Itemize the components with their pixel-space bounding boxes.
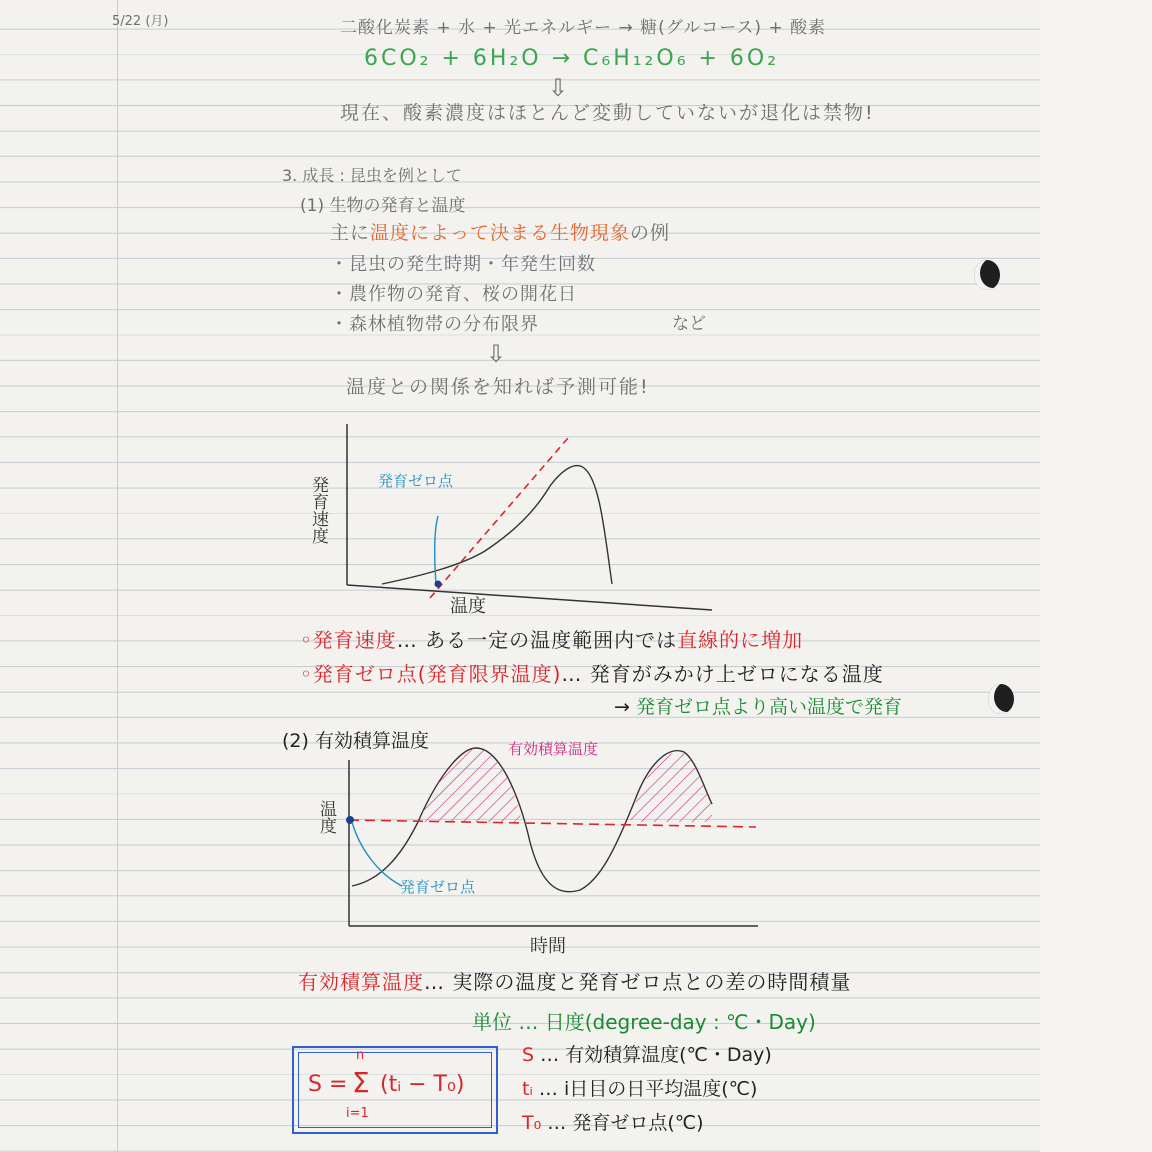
definition-line-2 xyxy=(300,662,884,686)
bullet-item: ・昆虫の発生時期・年発生回数 xyxy=(330,254,596,275)
legend-row xyxy=(522,1112,703,1135)
sum-upper: n xyxy=(356,1048,365,1063)
zero-point-marker xyxy=(435,581,442,588)
sum-lower: i=1 xyxy=(346,1106,369,1121)
formula-box xyxy=(292,1046,498,1134)
legend-symbol: tᵢ xyxy=(522,1078,533,1100)
x-axis xyxy=(347,585,712,610)
legend-symbol: T₀ xyxy=(522,1112,542,1134)
bullet-dot: ◦ xyxy=(300,662,313,686)
legend-text: … 有効積算温度(℃・Day) xyxy=(540,1044,772,1066)
bullet-item: ・森林植物帯の分布限界 xyxy=(330,314,539,335)
unit-line: 単位 … 日度(degree-day : ℃・Day) xyxy=(472,1010,816,1034)
definition-note xyxy=(614,696,902,719)
etc-label: など xyxy=(672,314,706,334)
legend-row xyxy=(522,1044,772,1067)
sigma-symbol: Σ xyxy=(352,1066,370,1099)
binder-hole xyxy=(974,260,1000,290)
oxygen-remark: 現在、酸素濃度はほとんど変動していないが退化は禁物! xyxy=(340,102,875,124)
legend-text: … i日目の日平均温度(℃) xyxy=(538,1078,758,1100)
hatch-label: 有効積算温度 xyxy=(508,740,599,758)
binder-hole xyxy=(988,684,1014,714)
intro-text-1: 主に xyxy=(330,222,371,244)
term-development-rate: 発育速度 xyxy=(312,628,397,652)
term-zero-point: 発育ゼロ点(発育限界温度) xyxy=(312,662,562,686)
legend-text: … 発育ゼロ点(℃) xyxy=(547,1112,704,1134)
x-axis-label: 温度 xyxy=(450,596,486,616)
intro-text-2: の例 xyxy=(630,222,671,244)
tangent-line xyxy=(430,438,568,598)
def1-highlight: 直線的に増加 xyxy=(677,628,804,652)
subsection-heading-1: (1) 生物の発育と温度 xyxy=(300,196,466,216)
hatch-area-1 xyxy=(418,748,522,822)
definition-line-3 xyxy=(298,970,851,994)
def1-text: … ある一定の温度範囲内では xyxy=(396,628,678,652)
right-arrow-icon: → xyxy=(614,696,630,718)
date-label: 5/22 (月) xyxy=(112,14,169,29)
hatch-area-2 xyxy=(630,752,712,822)
def2-text: … 発育がみかけ上ゼロになる温度 xyxy=(561,662,884,686)
zero-point-label: 発育ゼロ点 xyxy=(400,878,476,896)
formula-lhs: S = xyxy=(308,1072,348,1097)
y-axis-label: 温度 xyxy=(316,800,336,834)
development-rate-graph xyxy=(300,416,730,616)
legend-row xyxy=(522,1078,757,1101)
formula-body: (tᵢ − T₀) xyxy=(380,1072,465,1097)
zero-point-pointer xyxy=(352,822,402,886)
hatch-region xyxy=(418,748,712,822)
margin-line xyxy=(117,0,118,1152)
background-edge xyxy=(1040,0,1152,1152)
note-text: 発育ゼロ点より高い温度で発育 xyxy=(635,696,902,718)
down-arrow-icon: ⇩ xyxy=(548,74,569,102)
intro-line xyxy=(330,222,670,245)
x-axis-label: 時間 xyxy=(530,936,566,957)
term-effective-temp: 有効積算温度 xyxy=(298,970,424,994)
bullet-item: ・農作物の発育、桜の開花日 xyxy=(330,284,577,305)
chemical-equation: 6CO₂ + 6H₂O → C₆H₁₂O₆ + 6O₂ xyxy=(364,46,780,71)
def3-text: … 実際の温度と発育ゼロ点との差の時間積量 xyxy=(424,970,852,994)
intro-highlight: 温度によって決まる生物現象 xyxy=(370,222,631,244)
definition-line-1 xyxy=(300,628,803,652)
legend-symbol: S xyxy=(522,1044,535,1066)
y-axis-label: 発育速度 xyxy=(308,476,328,544)
down-arrow-icon: ⇩ xyxy=(486,340,507,368)
zero-point-pointer xyxy=(435,516,438,584)
effective-temperature-graph xyxy=(300,730,770,960)
conclusion-text: 温度との関係を知れば予測可能! xyxy=(346,376,650,398)
section-heading: 3. 成長 : 昆虫を例として xyxy=(282,166,462,185)
word-equation: 二酸化炭素 + 水 + 光エネルギー → 糖(グルコース) + 酸素 xyxy=(340,18,827,38)
bullet-dot: ◦ xyxy=(300,628,313,652)
subsection-heading-2: (2) 有効積算温度 xyxy=(282,730,429,752)
zero-point-label: 発育ゼロ点 xyxy=(378,472,454,490)
